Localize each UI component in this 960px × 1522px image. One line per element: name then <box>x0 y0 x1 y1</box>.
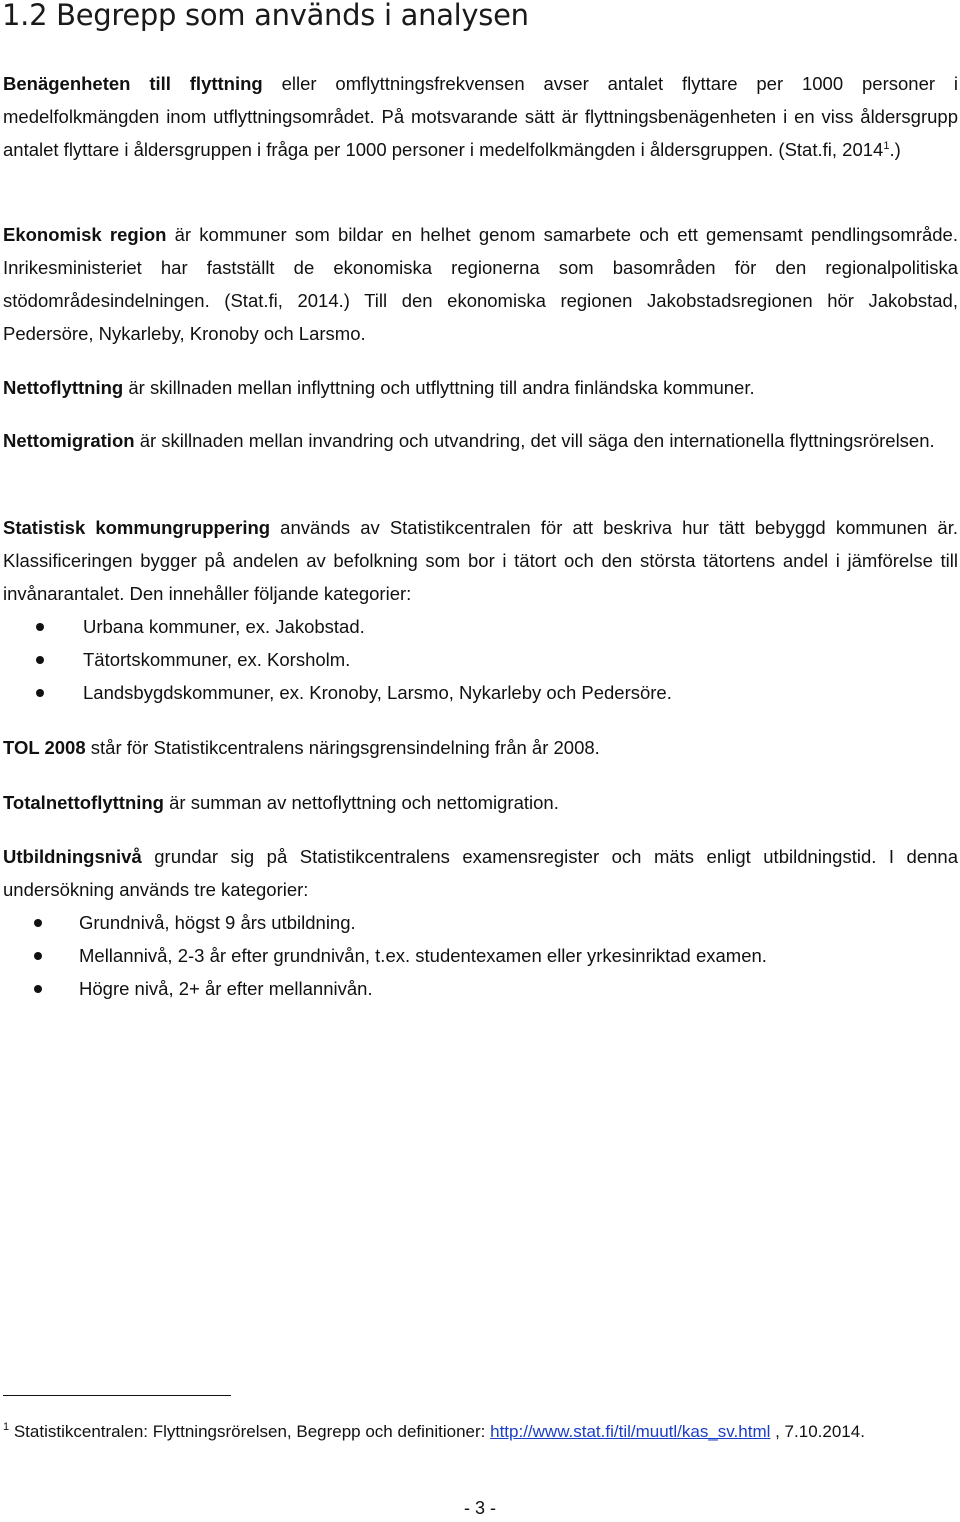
page-title: 1.2 Begrepp som används i analysen <box>2 0 529 32</box>
paragraph-nettomigration <box>3 424 958 457</box>
term-tol-2008: TOL 2008 <box>3 737 86 758</box>
bullet-icon <box>36 623 44 631</box>
footnote <box>3 1417 953 1447</box>
paragraph-kommungruppering <box>3 511 958 610</box>
term-nettoflyttning: Nettoflyttning <box>3 377 124 398</box>
term-benagenhet: Benägenheten till flyttning <box>3 73 263 94</box>
page-number: - 3 - <box>463 1498 496 1518</box>
footnote-divider <box>3 1395 231 1396</box>
paragraph-ekonomisk-region <box>3 218 958 350</box>
term-kommungruppering: Statistisk kommungruppering <box>3 517 271 538</box>
bullet-icon <box>36 656 44 664</box>
term-nettomigration: Nettomigration <box>3 430 135 451</box>
footnote-link[interactable]: http://www.stat.fi/til/muutl/kas_sv.html <box>490 1422 771 1441</box>
footnote-reference[interactable]: 1 <box>883 140 890 152</box>
definition-tail: .) <box>889 139 901 160</box>
paragraph-flyttningsbenagenhet <box>3 67 958 166</box>
bullet-icon <box>34 919 42 927</box>
definition-text: är summan av nettoflyttning och nettomigration. <box>163 792 559 813</box>
definition-text: grundar sig på Statistikcentralens examensregister och mäts enligt utbildningstid. I denna undersökning används tre kategorier: <box>3 846 958 900</box>
definition-text: står för Statistikcentralens näringsgrensindelning från år 2008. <box>85 737 600 758</box>
paragraph-utbildningsniva <box>3 840 958 906</box>
definition-text: är skillnaden mellan invandring och utvandring, det vill säga den internationella flyttningsrörelsen. <box>134 430 935 451</box>
definition-text: används av Statistikcentralen för att beskriva hur tätt bebyggd kommunen är. Klassificeringen bygger på andelen av befolkning som bor i tätort och den största tätortens andel i jämförelse till invånarantalet. Den innehåller följande kategorier: <box>3 517 958 604</box>
term-utbildningsniva: Utbildningsnivå <box>3 846 142 867</box>
definition-text: är kommuner som bildar en helhet genom samarbete och ett gemensamt pendlingsområde. Inrikesministeriet har fastställt de ekonomiska regionerna som basområden för den regionalpolitiska stödområdesindelningen. (Stat.fi, 2014.) Till den ekonomiska regionen Jakobstadsregionen hör Jakobstad, Pedersöre, Nykarleby, Kronoby och Larsmo. <box>3 224 958 344</box>
definition-text: eller omflyttningsfrekvensen avser antalet flyttare per 1000 personer i medelfolkmängden inom utflyttningsområdet. På motsvarande sätt är flyttningsbenägenheten i en viss åldersgrupp antalet flyttare i åldersgruppen i fråga per 1000 personer i medelfolkmängden i åldersgruppen. (Stat.fi, 2014 <box>3 73 958 160</box>
paragraph-tol-2008 <box>3 731 958 764</box>
definition-text: är skillnaden mellan inflyttning och utflyttning till andra finländska kommuner. <box>123 377 755 398</box>
term-ekonomisk-region: Ekonomisk region <box>3 224 167 245</box>
bullet-icon <box>34 985 42 993</box>
term-totalnettoflyttning: Totalnettoflyttning <box>3 792 164 813</box>
paragraph-totalnettoflyttning <box>3 786 958 819</box>
bullet-icon <box>36 689 44 697</box>
footnote-text: Statistikcentralen: Flyttningsrörelsen, Begrepp och definitioner: <box>9 1422 491 1441</box>
footnote-tail: , 7.10.2014. <box>770 1422 865 1441</box>
bullet-icon <box>34 952 42 960</box>
paragraph-nettoflyttning <box>3 371 958 404</box>
footnote-number: 1 <box>3 1421 10 1433</box>
